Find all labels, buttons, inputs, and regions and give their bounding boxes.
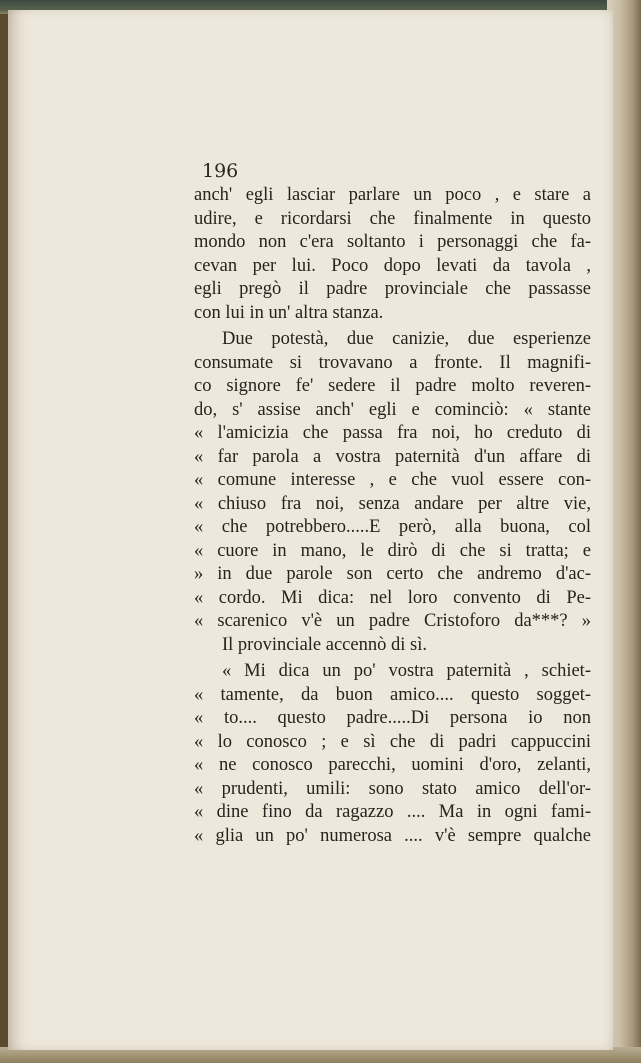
paragraph [194,660,591,848]
page-number: 196 [202,160,239,182]
text-line: « to.... questo padre.....Di persona io non [194,708,591,728]
text-line: « comune interesse , e che vuol essere con- [194,470,591,490]
text-line: » in due parole son certo che andremo d'ac- [194,564,591,584]
text-line: do, s' assise anch' egli e cominciò: « stante [194,399,591,420]
text-line: « cuore in mano, le dirò di che si tratta; e [194,540,591,561]
text-line: anch' egli lasciar parlare un poco , e stare a [194,185,591,205]
text-line: « lo conosco ; e sì che di padri cappuccini [194,731,591,752]
text-line: cevan per lui. Poco dopo levati da tavola , [194,255,591,276]
text-line: « prudenti, umili: sono stato amico dell'or- [194,778,591,799]
text-line: « chiuso fra noi, senza andare per altre vie, [194,493,591,514]
text-line: « ne conosco parecchi, uomini d'oro, zelanti, [194,755,591,775]
text-line: « Mi dica un po' vostra paternità , schiet- [222,661,591,681]
text-line: con lui in un' altra stanza. [194,302,384,323]
text-line: « far parola a vostra paternità d'un affare di [194,446,591,467]
paragraph [194,328,591,634]
text-line: udire, e ricordarsi che finalmente in questo [194,208,591,229]
paragraph [194,184,591,325]
book-page [8,10,613,1050]
text-line: co signore fe' sedere il padre molto reveren- [194,376,591,396]
text-line: « glia un po' numerosa .... v'è sempre qualche [194,825,591,846]
body-text [194,184,591,848]
text-line: egli pregò il padre provinciale che passasse [194,279,591,299]
paragraph [194,634,591,658]
text-line: Due potestà, due canizie, due esperienze [222,329,591,349]
text-line: consumate si trovavano a fronte. Il magnifi- [194,352,591,373]
text-line: « dine fino da ragazzo .... Ma in ogni fami- [194,802,591,822]
text-line: « l'amicizia che passa fra noi, ho creduto di [194,423,591,443]
text-line: « che potrebbero.....E però, alla buona, col [194,517,591,537]
text-line: « tamente, da buon amico.... questo sogget- [194,684,591,705]
text-line: « scarenico v'è un padre Cristoforo da***? » [194,611,591,631]
text-line: « cordo. Mi dica: nel loro convento di Pe- [194,587,591,608]
text-line: Il provinciale accennò di sì. [222,634,427,655]
text-line: mondo non c'era soltanto i personaggi che fa- [194,232,591,252]
